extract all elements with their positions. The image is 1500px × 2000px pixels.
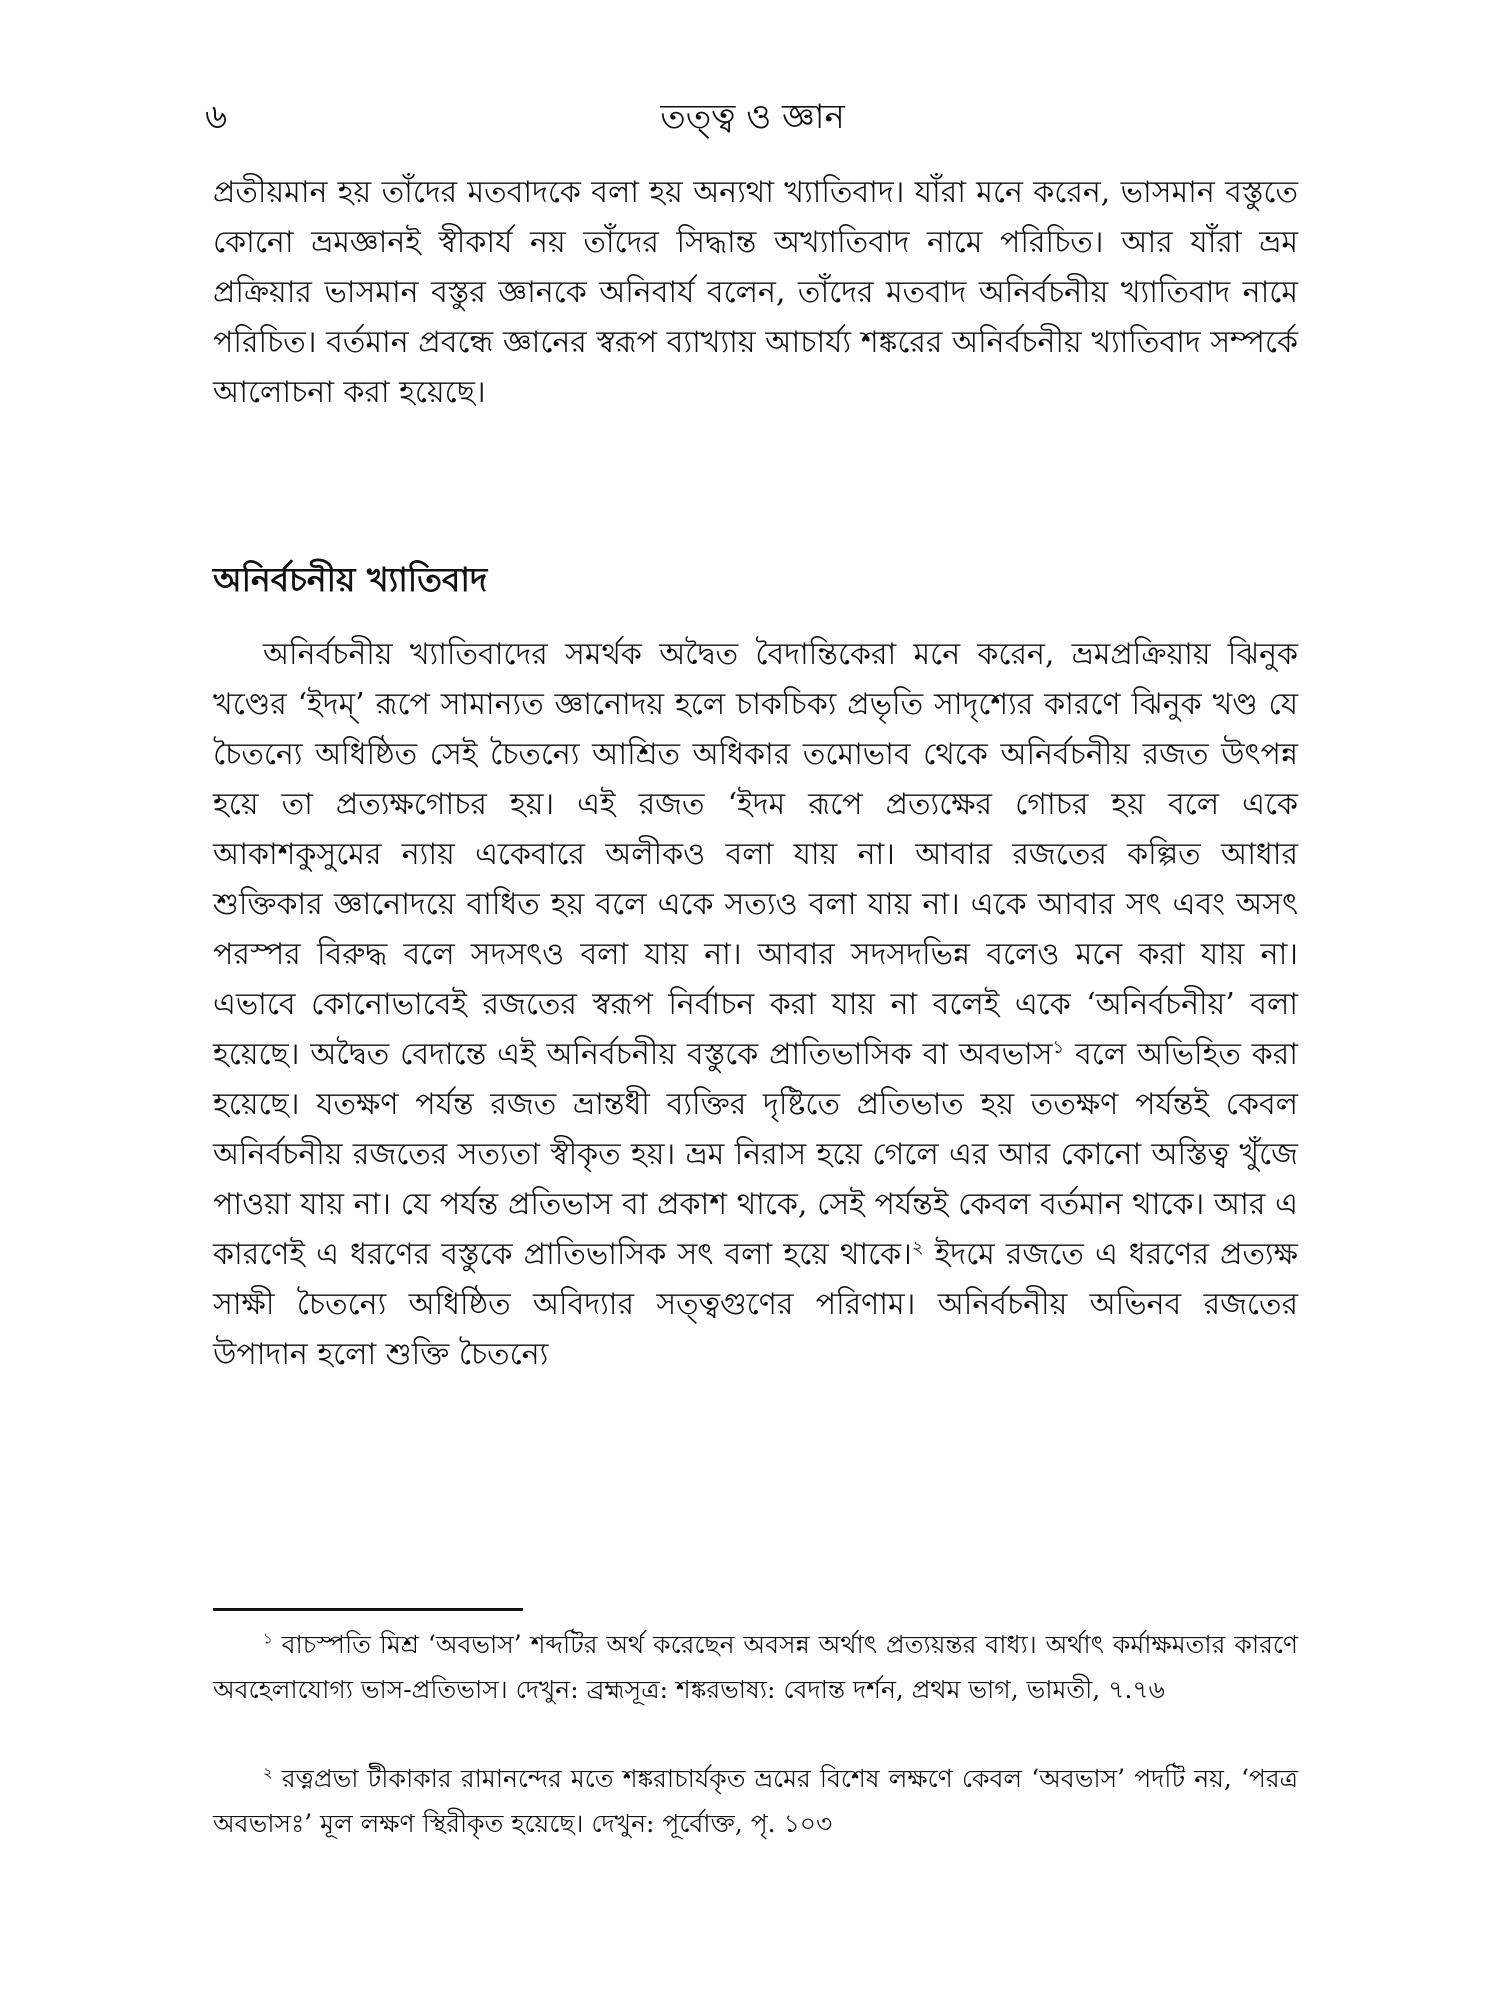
footnote-divider [213, 1608, 523, 1611]
footnote-marker-1: ১ [263, 1629, 273, 1648]
running-head [205, 92, 1300, 142]
paragraph-main [213, 630, 1298, 1380]
page-number: ৬ [205, 97, 228, 137]
footnote-text-2: রত্নপ্রভা টীকাকার রামানন্দের মতে শঙ্করাচার্যকৃত ভ্রমের বিশেষ লক্ষণে কেবল ‘অবভাস’ পদটি নয়, ‘পরত্র অবভাসঃ’ মূল লক্ষণ স্থিরীকৃত হয়েছে। দেখুন: পূর্বোক্ত, পৃ. ১০৩ [213, 1764, 1298, 1838]
book-title: তত্ত্ব ও জ্ঞান [660, 97, 845, 137]
footnote-ref-1[interactable]: ১ [1052, 1037, 1065, 1058]
paragraph-intro: প্রতীয়মান হয় তাঁদের মতবাদকে বলা হয় অন্যথা খ্যাতিবাদ। যাঁরা মনে করেন, ভাসমান বস্তুতে কোনো ভ্রমজ্ঞানই স্বীকার্য নয় তাঁদের সিদ্ধান্ত অখ্যাতিবাদ নামে পরিচিত। আর যাঁরা ভ্রম প্রক্রিয়ার ভাসমান বস্তুর জ্ঞানকে অনিবার্য বলেন, তাঁদের মতবাদ অনির্বচনীয় খ্যাতিবাদ নামে পরিচিত। বর্তমান প্রবন্ধে জ্ঞানের স্বরূপ ব্যাখ্যায় আচার্য্য শঙ্করের অনির্বচনীয় খ্যাতিবাদ সম্পর্কে আলোচনা করা হয়েছে। [213, 175, 1298, 410]
footnote-marker-2: ২ [263, 1763, 273, 1782]
footnote-1 [213, 1622, 1298, 1712]
paragraph-main-part-2: বলে অভিহিত করা হয়েছে। যতক্ষণ পর্যন্ত রজত ভ্রান্তধী ব্যক্তির দৃষ্টিতে প্রতিভাত হয় ততক্ষণ পর্যন্তই কেবল অনির্বচনীয় রজতের সত্যতা স্বীকৃত হয়। ভ্রম নিরাস হয়ে গেলে এর আর কোনো অস্তিত্ব খুঁজে পাওয়া যায় না। যে পর্যন্ত প্রতিভাস বা প্রকাশ থাকে, সেই পর্যন্তই কেবল বর্তমান থাকে। আর এ কারণেই এ ধরণের বস্তুকে প্রাতিভাসিক সৎ বলা হয়ে থাকে। [213, 1037, 1298, 1272]
footnote-2 [213, 1756, 1298, 1846]
paragraph-main-part-3: ইদমে রজতে এ ধরণের প্রত্যক্ষ সাক্ষী চৈতন্যে অধিষ্ঠিত অবিদ্যার সত্ত্বগুণের পরিণাম। অনির্বচনীয় অভিনব রজতের উপাদান হলো শুক্তি চৈতন্যে [213, 1237, 1298, 1372]
paragraph-main-part-1: অনির্বচনীয় খ্যাতিবাদের সমর্থক অদ্বৈত বৈদান্তিকেরা মনে করেন, ভ্রমপ্রক্রিয়ায় ঝিনুক খণ্ডের ‘ইদম্’ রূপে সামান্যত জ্ঞানোদয় হলে চাকচিক্য প্রভৃতি সাদৃশ্যের কারণে ঝিনুক খণ্ড যে চৈতন্যে অধিষ্ঠিত সেই চৈতন্যে আশ্রিত অধিকার তমোভাব থেকে অনির্বচনীয় রজত উৎপন্ন হয়ে তা প্রত্যক্ষগোচর হয়। এই রজত ‘ইদম রূপে প্রত্যক্ষের গোচর হয় বলে একে আকাশকুসুমের ন্যায় একেবারে অলীকও বলা যায় না। আবার রজতের কল্পিত আধার শুক্তিকার জ্ঞানোদয়ে বাধিত হয় বলে একে সত্যও বলা যায় না। একে আবার সৎ এবং অসৎ পরস্পর বিরুদ্ধ বলে সদসৎও বলা যায় না। আবার সদসদভিন্ন বলেও মনে করা যায় না। এভাবে কোনোভাবেই রজতের স্বরূপ নির্বাচন করা যায় না বলেই একে ‘অনির্বচনীয়’ বলা হয়েছে। অদ্বৈত বেদান্তে এই অনির্বচনীয় বস্তুকে প্রাতিভাসিক বা অবভাস [213, 637, 1298, 1072]
section-heading: অনির্বচনীয় খ্যাতিবাদ [213, 560, 488, 599]
footnote-ref-2[interactable]: ২ [911, 1237, 924, 1258]
footnote-text-1: বাচস্পতি মিশ্র ‘অবভাস’ শব্দটির অর্থ করেছেন অবসন্ন অর্থাৎ প্রত্যয়ন্তর বাধ্য। অর্থাৎ কর্মাক্ষমতার কারণে অবহেলাযোগ্য ভাস-প্রতিভাস। দেখুন: ব্রহ্মসূত্র: শঙ্করভাষ্য: বেদান্ত দর্শন, প্রথম ভাগ, ভামতী, ৭.৭৬ [213, 1630, 1298, 1704]
